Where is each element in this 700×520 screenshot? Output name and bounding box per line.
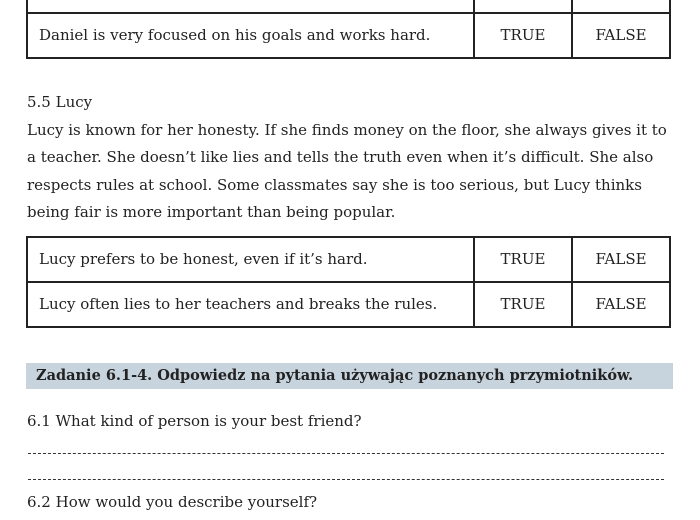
statement-cell: Lucy often lies to her teachers and breaks the rules. xyxy=(27,282,474,327)
lucy-true-false-table xyxy=(26,236,671,328)
statement-cell: Daniel is very focused on his goals and works hard. xyxy=(27,13,474,58)
table-row xyxy=(27,237,670,282)
statement-cell: Lucy prefers to be honest, even if it’s hard. xyxy=(27,237,474,282)
false-option[interactable]: FALSE xyxy=(572,282,670,327)
true-option[interactable]: TRUE xyxy=(474,282,572,327)
task-header-bar xyxy=(26,363,673,389)
table-row xyxy=(27,0,670,13)
section-title-lucy: 5.5 Lucy xyxy=(27,93,93,111)
answer-line[interactable] xyxy=(28,453,664,454)
true-option[interactable]: TRUE xyxy=(474,13,572,58)
lucy-paragraph: Lucy is known for her honesty. If she finds money on the floor, she always gives it to a teacher. She doesn’t like lies and tells the truth even when it’s difficult. She also respects rules at school. Some classmates say she is too serious, but Lucy thinks being fair is more important than being popular. xyxy=(27,121,667,221)
false-option[interactable]: FALSE xyxy=(572,13,670,58)
daniel-true-false-table xyxy=(26,0,671,59)
task-title: Zadanie 6.1-4. Odpowiedz na pytania używając poznanych przymiotników. xyxy=(36,367,634,384)
table-row xyxy=(27,282,670,327)
true-option[interactable] xyxy=(474,0,572,13)
false-option[interactable] xyxy=(572,0,670,13)
statement-cell xyxy=(27,0,474,13)
true-option[interactable]: TRUE xyxy=(474,237,572,282)
table-row xyxy=(27,13,670,58)
false-option[interactable]: FALSE xyxy=(572,237,670,282)
question-6-2: 6.2 How would you describe yourself? xyxy=(27,493,318,511)
answer-line[interactable] xyxy=(28,479,664,480)
question-6-1: 6.1 What kind of person is your best friend? xyxy=(27,412,362,430)
